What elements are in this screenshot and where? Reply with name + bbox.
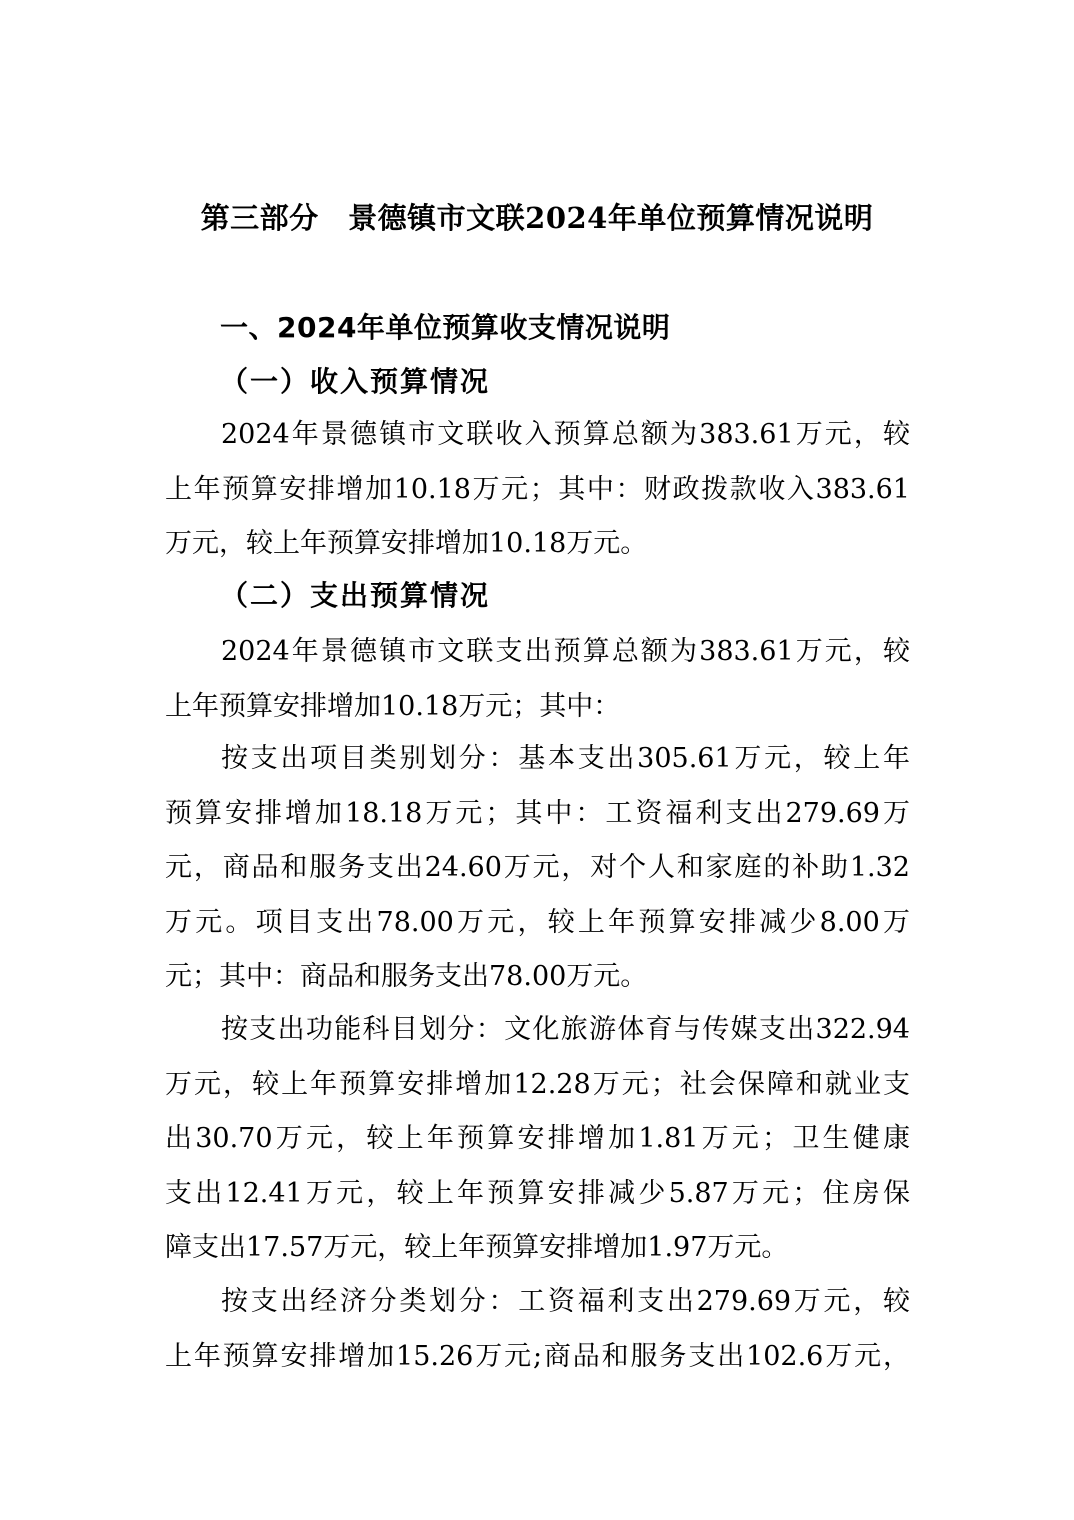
text-line: 元，商品和服务支出24.60万元，对个人和家庭的补助1.32 xyxy=(165,852,910,883)
section-heading-budget-overview: 一、2024年单位预算收支情况说明 xyxy=(220,311,671,344)
text-line: 2024年景德镇市文联支出预算总额为383.61万元，较 xyxy=(221,636,910,667)
text-line: 按支出功能科目划分：文化旅游体育与传媒支出322.94 xyxy=(221,1014,910,1045)
text-line: 预算安排增加18.18万元；其中：工资福利支出279.69万 xyxy=(165,797,910,829)
by-item-category-paragraph xyxy=(165,732,910,1005)
subsection-heading-expenditure: （二）支出预算情况 xyxy=(220,579,491,612)
text-line: 上年预算安排增加15.26万元;商品和服务支出102.6万元， xyxy=(165,1340,910,1372)
text-line: 元；其中：商品和服务支出78.00万元。 xyxy=(165,961,648,992)
by-economic-paragraph xyxy=(165,1275,910,1384)
text-line: 上年预算安排增加10.18万元；其中：财政拨款收入383.61 xyxy=(165,473,910,505)
text-line: 万元，较上年预算安排增加12.28万元；社会保障和就业支 xyxy=(165,1068,910,1100)
by-function-paragraph xyxy=(165,1003,910,1276)
text-line: 支出12.41万元，较上年预算安排减少5.87万元；住房保 xyxy=(165,1177,910,1209)
text-line: 2024年景德镇市文联收入预算总额为383.61万元，较 xyxy=(221,419,910,450)
subsection-heading-income: （一）收入预算情况 xyxy=(220,365,491,398)
text-line: 上年预算安排增加10.18万元；其中： xyxy=(165,690,621,722)
income-paragraph xyxy=(165,408,910,572)
text-line: 按支出项目类别划分：基本支出305.61万元，较上年 xyxy=(221,743,910,774)
expenditure-paragraph xyxy=(165,625,910,734)
text-line: 万元。项目支出78.00万元，较上年预算安排减少8.00万 xyxy=(165,906,910,938)
text-line: 万元，较上年预算安排增加10.18万元。 xyxy=(165,528,648,559)
text-line: 按支出经济分类划分：工资福利支出279.69万元，较 xyxy=(221,1286,910,1317)
document-title: 第三部分 景德镇市文联2024年单位预算情况说明 xyxy=(200,201,874,235)
text-line: 出30.70万元，较上年预算安排增加1.81万元；卫生健康 xyxy=(165,1123,910,1154)
text-line: 障支出17.57万元，较上年预算安排增加1.97万元。 xyxy=(165,1232,789,1263)
